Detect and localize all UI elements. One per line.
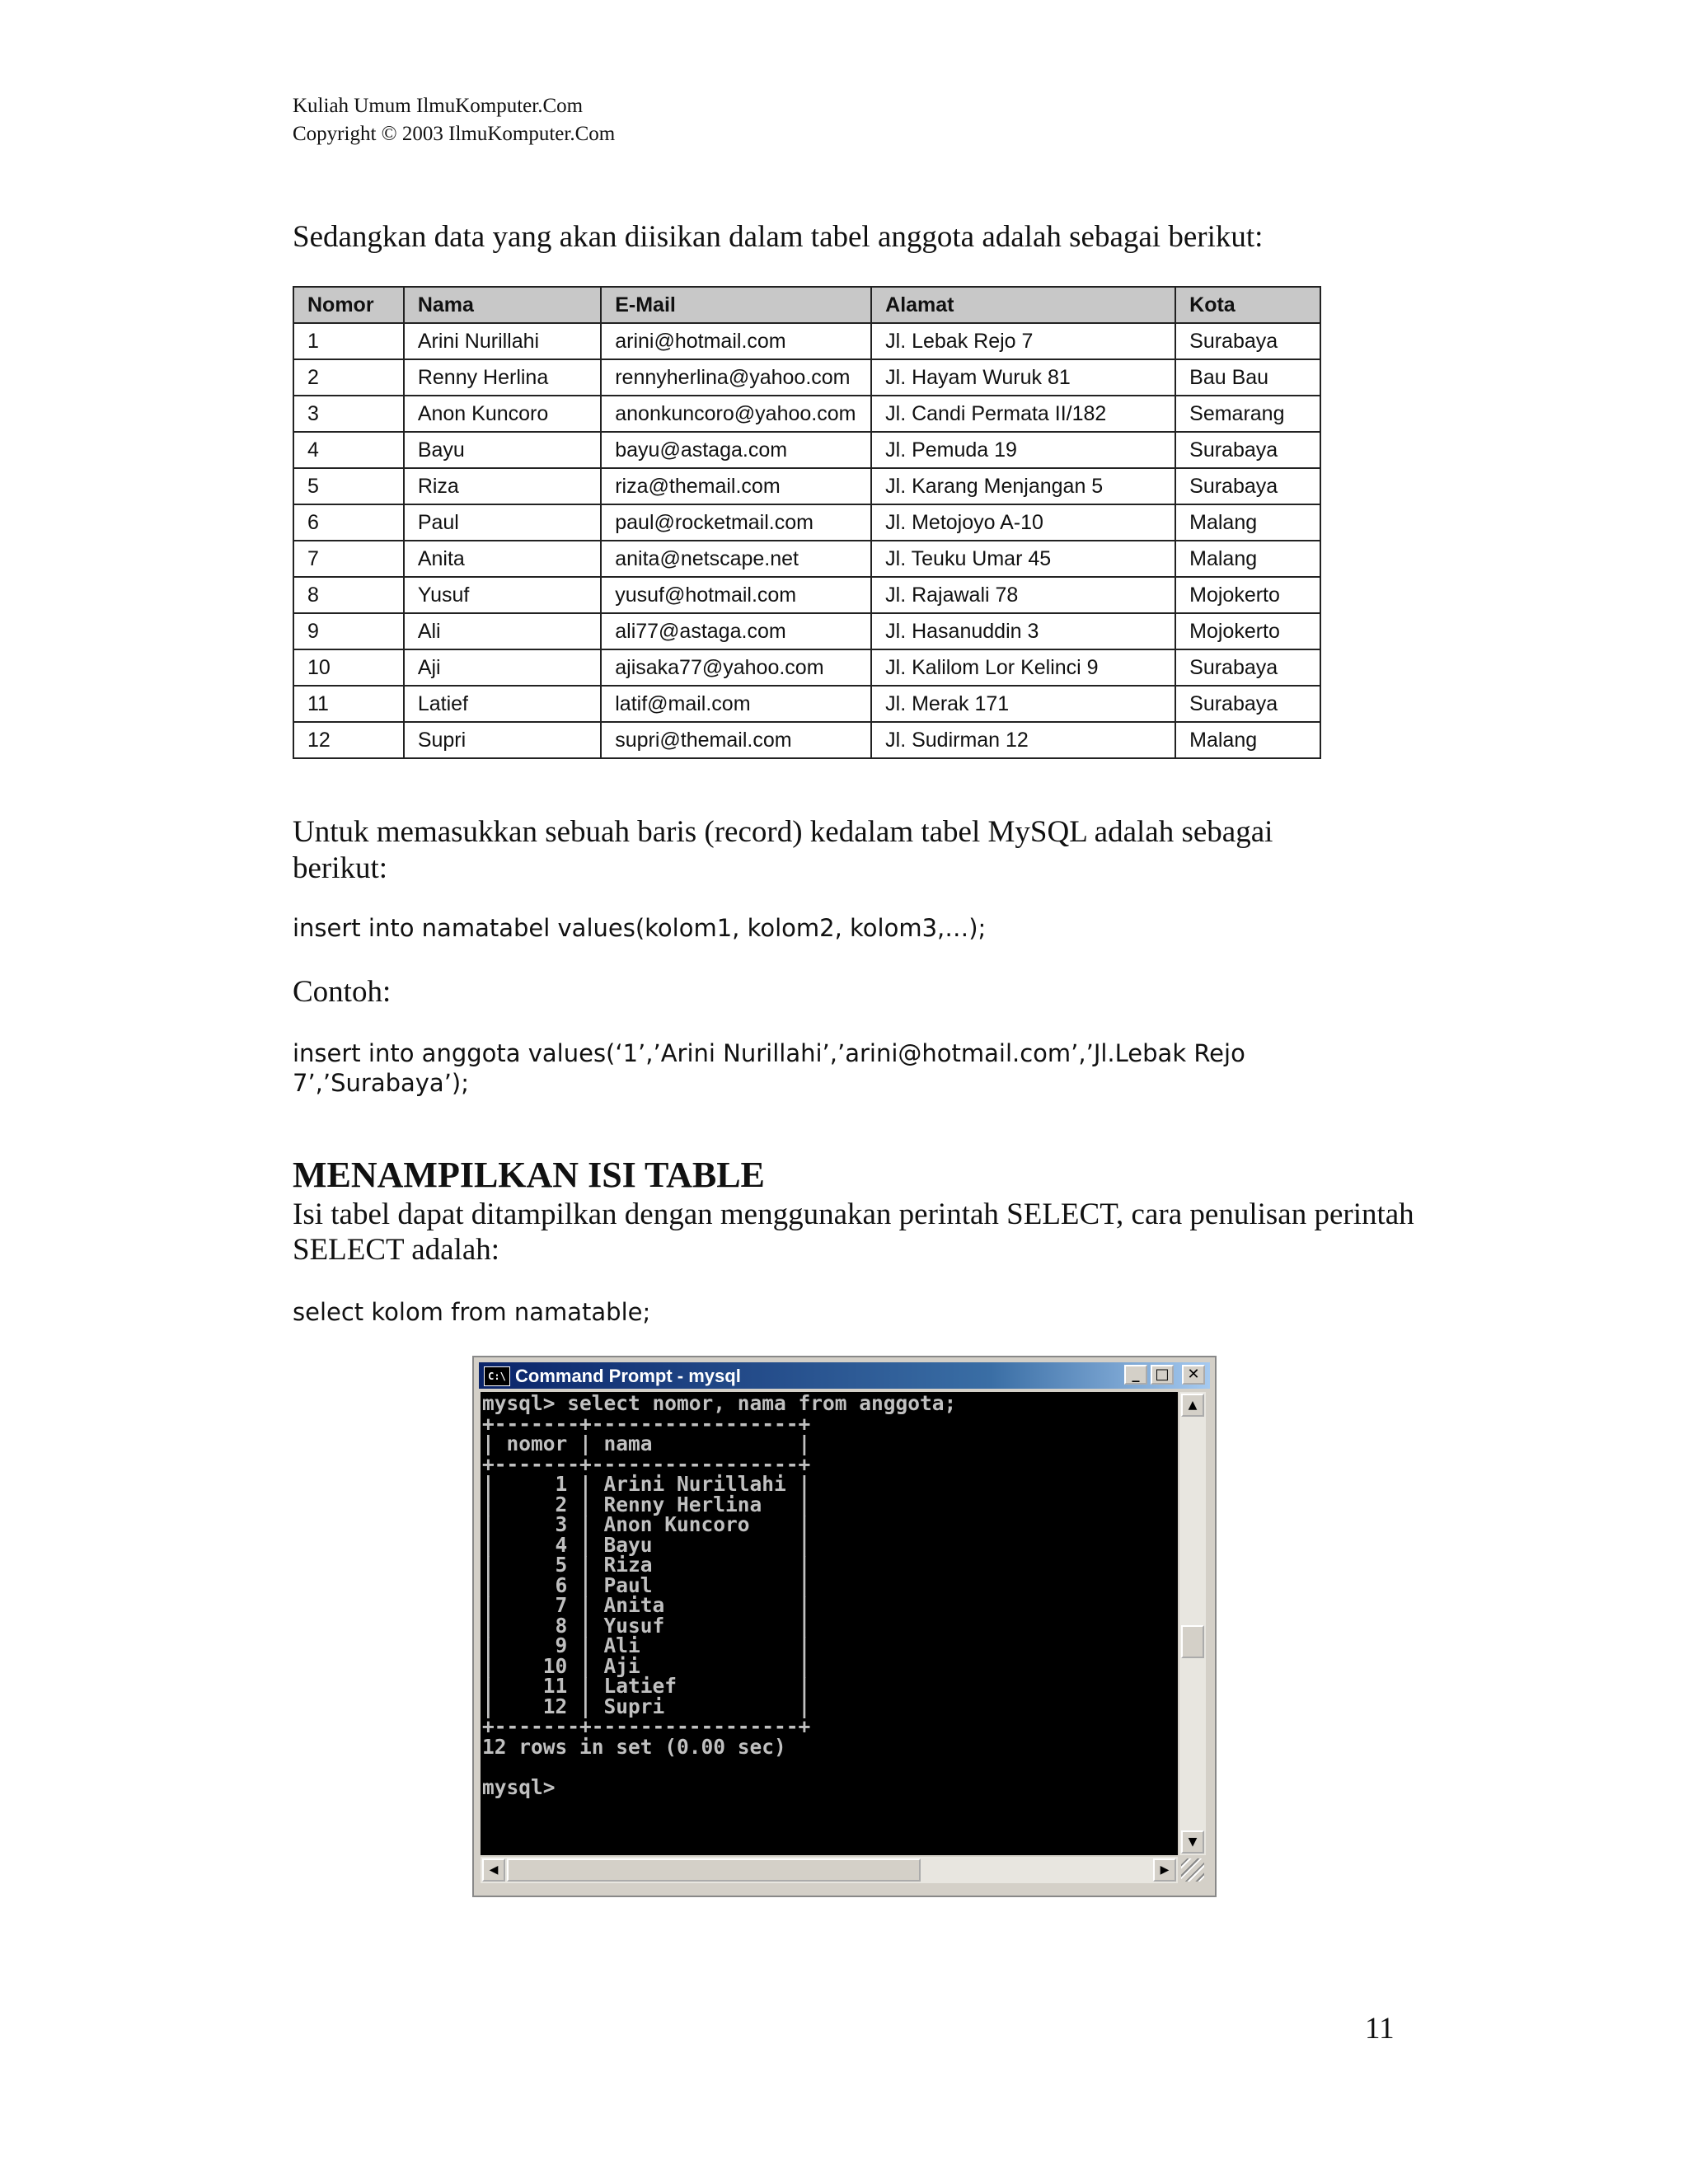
cell-nomor: 2 (293, 359, 404, 396)
insert-syntax-code: insert into namatabel values(kolom1, kolom2, kolom3,…); (293, 914, 987, 942)
page-header (293, 92, 615, 148)
cell-alamat: Jl. Candi Permata II/182 (871, 396, 1175, 432)
cell-alamat: Jl. Karang Menjangan 5 (871, 468, 1175, 504)
cell-email: anita@netscape.net (601, 541, 871, 577)
header-line-2: Copyright © 2003 IlmuKomputer.Com (293, 123, 616, 145)
section-heading: MENAMPILKAN ISI TABLE (293, 1155, 765, 1195)
cell-kota: Surabaya (1175, 468, 1320, 504)
table-row (293, 577, 1320, 613)
scroll-down-button[interactable]: ▼ (1181, 1830, 1204, 1854)
resize-grip[interactable] (1181, 1858, 1204, 1882)
cell-email: ali77@astaga.com (601, 613, 871, 649)
cell-kota: Surabaya (1175, 432, 1320, 468)
cell-alamat: Jl. Lebak Rejo 7 (871, 323, 1175, 359)
window-title-bar[interactable] (479, 1362, 1210, 1389)
table-header-row (293, 287, 1320, 323)
cell-email: riza@themail.com (601, 468, 871, 504)
cell-kota: Mojokerto (1175, 613, 1320, 649)
table-row (293, 649, 1320, 686)
insert-example-code: insert into anggota values(‘1’,’Arini Nurillahi’,’arini@hotmail.com’,’Jl.Lebak Rejo 7’,’Surabaya’); (293, 1039, 1245, 1097)
cell-email: paul@rocketmail.com (601, 504, 871, 541)
page-number: 11 (1365, 2012, 1395, 2046)
cell-alamat: Jl. Pemuda 19 (871, 432, 1175, 468)
table-row (293, 323, 1320, 359)
col-header-nomor: Nomor (293, 287, 404, 323)
col-header-email: E-Mail (601, 287, 871, 323)
command-prompt-window (472, 1356, 1217, 1897)
table-row (293, 686, 1320, 722)
cell-nama: Latief (404, 686, 601, 722)
cell-nama: Anon Kuncoro (404, 396, 601, 432)
cell-email: yusuf@hotmail.com (601, 577, 871, 613)
cell-kota: Semarang (1175, 396, 1320, 432)
col-header-kota: Kota (1175, 287, 1320, 323)
cell-nomor: 8 (293, 577, 404, 613)
cell-alamat: Jl. Hasanuddin 3 (871, 613, 1175, 649)
insert-explanation: Untuk memasukkan sebuah baris (record) kedalam tabel MySQL adalah sebagai berikut: (293, 815, 1273, 885)
cell-email: bayu@astaga.com (601, 432, 871, 468)
scroll-left-button[interactable]: ◀ (482, 1858, 505, 1882)
cell-nama: Aji (404, 649, 601, 686)
cell-email: rennyherlina@yahoo.com (601, 359, 871, 396)
anggota-table (293, 286, 1321, 759)
vertical-scroll-thumb[interactable] (1181, 1625, 1204, 1658)
table-row (293, 613, 1320, 649)
cell-nomor: 4 (293, 432, 404, 468)
cell-kota: Malang (1175, 504, 1320, 541)
cell-kota: Bau Bau (1175, 359, 1320, 396)
cell-kota: Mojokerto (1175, 577, 1320, 613)
cell-nomor: 11 (293, 686, 404, 722)
cell-alamat: Jl. Metojoyo A-10 (871, 504, 1175, 541)
console-icon: C:\ (484, 1366, 510, 1386)
horizontal-scroll-thumb[interactable] (507, 1858, 921, 1882)
cell-nomor: 6 (293, 504, 404, 541)
scroll-right-button[interactable]: ▶ (1153, 1858, 1176, 1882)
cell-kota: Surabaya (1175, 649, 1320, 686)
minimize-button[interactable]: _ (1124, 1365, 1147, 1385)
table-row (293, 541, 1320, 577)
console-output[interactable]: mysql> select nomor, nama from anggota; +-------+-----------------+ | nomor | nama | +-------+-----------------+ | 1 | Arini Nurillahi | | 2 | Renny Herlina | | 3 | Anon Kuncoro | | 4 | Bayu | | 5 | Riza | | 6 | Paul | | 7 | Anita | | 8 | Yusuf | | 9 | Ali | | 10 | Aji | | 11 | Latief | | 12 | Supri | +-------+-----------------+ 12 rows in set (0.00 sec) mysql> (481, 1392, 1178, 1855)
cell-nama: Yusuf (404, 577, 601, 613)
cell-email: anonkuncoro@yahoo.com (601, 396, 871, 432)
window-title: Command Prompt - mysql (515, 1366, 741, 1386)
cell-kota: Surabaya (1175, 686, 1320, 722)
cell-nama: Bayu (404, 432, 601, 468)
scroll-up-button[interactable]: ▲ (1181, 1394, 1204, 1417)
cell-nomor: 9 (293, 613, 404, 649)
cell-kota: Surabaya (1175, 323, 1320, 359)
table-row (293, 468, 1320, 504)
col-header-alamat: Alamat (871, 287, 1175, 323)
cell-alamat: Jl. Teuku Umar 45 (871, 541, 1175, 577)
intro-paragraph: Sedangkan data yang akan diisikan dalam tabel anggota adalah sebagai berikut: (293, 220, 1264, 254)
cell-nama: Anita (404, 541, 601, 577)
maximize-button[interactable]: □ (1151, 1365, 1174, 1385)
cell-email: ajisaka77@yahoo.com (601, 649, 871, 686)
cell-email: arini@hotmail.com (601, 323, 871, 359)
table-row (293, 359, 1320, 396)
header-line-1: Kuliah Umum IlmuKomputer.Com (293, 95, 584, 117)
select-explanation: Isi tabel dapat ditampilkan dengan menggunakan perintah SELECT, cara penulisan perintah SELECT adalah: (293, 1197, 1414, 1267)
cell-kota: Malang (1175, 541, 1320, 577)
cell-nama: Ali (404, 613, 601, 649)
table-row (293, 396, 1320, 432)
cell-nama: Riza (404, 468, 601, 504)
cell-nama: Renny Herlina (404, 359, 601, 396)
cell-alamat: Jl. Kalilom Lor Kelinci 9 (871, 649, 1175, 686)
table-row (293, 722, 1320, 758)
cell-nomor: 5 (293, 468, 404, 504)
select-syntax-code: select kolom from namatable; (293, 1298, 651, 1326)
col-header-nama: Nama (404, 287, 601, 323)
cell-nomor: 7 (293, 541, 404, 577)
cell-nama: Paul (404, 504, 601, 541)
cell-alamat: Jl. Rajawali 78 (871, 577, 1175, 613)
cell-email: supri@themail.com (601, 722, 871, 758)
contoh-label: Contoh: (293, 975, 392, 1009)
cell-nama: Supri (404, 722, 601, 758)
cell-alamat: Jl. Hayam Wuruk 81 (871, 359, 1175, 396)
cell-nomor: 3 (293, 396, 404, 432)
cell-nomor: 10 (293, 649, 404, 686)
cell-kota: Malang (1175, 722, 1320, 758)
table-row (293, 504, 1320, 541)
horizontal-scrollbar[interactable] (481, 1857, 1178, 1883)
vertical-scrollbar[interactable] (1179, 1392, 1206, 1855)
cell-nomor: 1 (293, 323, 404, 359)
cell-alamat: Jl. Sudirman 12 (871, 722, 1175, 758)
cell-email: latif@mail.com (601, 686, 871, 722)
cell-nomor: 12 (293, 722, 404, 758)
close-button[interactable]: ✕ (1182, 1365, 1205, 1385)
table-row (293, 432, 1320, 468)
cell-nama: Arini Nurillahi (404, 323, 601, 359)
cell-alamat: Jl. Merak 171 (871, 686, 1175, 722)
